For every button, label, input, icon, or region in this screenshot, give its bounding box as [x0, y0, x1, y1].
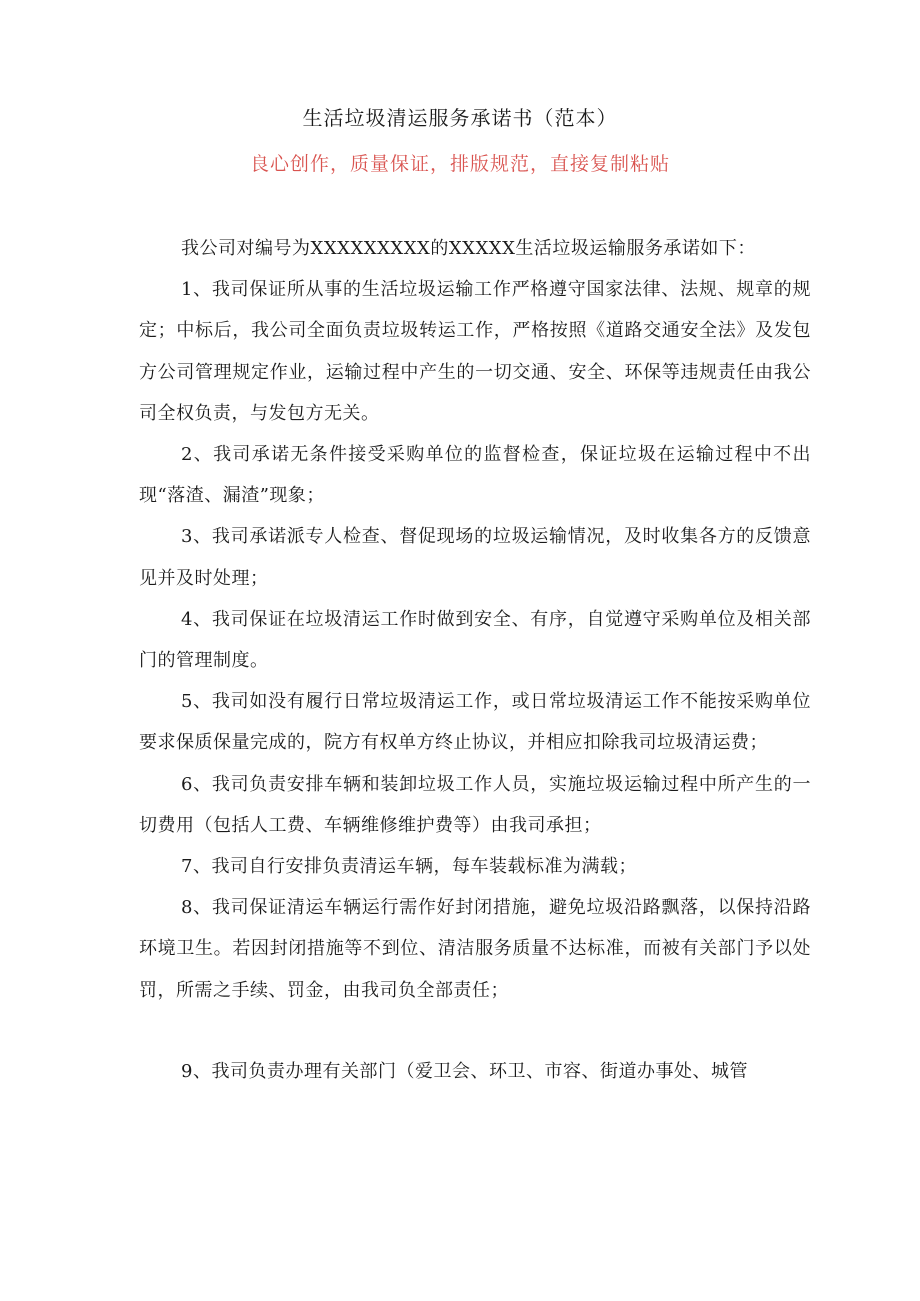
commitment-item-5: 5、我司如没有履行日常垃圾清运工作，或日常垃圾清运工作不能按采购单位要求保质保量完成的，院方有权单方终止协议，并相应扣除我司垃圾清运费； [139, 691, 811, 754]
commitment-item-8: 8、我司保证清运车辆运行需作好封闭措施，避免垃圾沿路飘落，以保持沿路环境卫生。若因封闭措施等不到位、清洁服务质量不达标准，而被有关部门予以处罚，所需之手续、罚金，由我司负全部责任； [139, 897, 811, 1001]
commitment-item-2: 2、我司承诺无条件接受采购单位的监督检查，保证垃圾在运输过程中不出现“落渣、漏渣”现象； [139, 444, 811, 507]
intro-paragraph: 我公司对编号为XXXXXXXXX的XXXXX生活垃圾运输服务承诺如下： [181, 238, 756, 259]
commitment-item-3: 3、我司承诺派专人检查、督促现场的垃圾运输情况，及时收集各方的反馈意见并及时处理； [139, 526, 811, 589]
commitment-item-4: 4、我司保证在垃圾清运工作时做到安全、有序，自觉遵守采购单位及相关部门的管理制度。 [139, 608, 811, 672]
commitment-item-1: 1、我司保证所从事的生活垃圾运输工作严格遵守国家法律、法规、规章的规定；中标后，我公司全面负责垃圾转运工作，严格按照《道路交通安全法》及发包方公司管理规定作业，运输过程中产生的一切交通、安全、环保等违规责任由我公司全权负责，与发包方无关。 [139, 279, 811, 424]
document-title: 生活垃圾清运服务承诺书（范本） [302, 106, 618, 130]
commitment-item-9: 9、我司负责办理有关部门（爱卫会、环卫、市容、街道办事处、城管 [181, 1060, 748, 1082]
document-subtitle: 良心创作，质量保证，排版规范，直接复制粘贴 [249, 153, 670, 175]
commitment-item-6: 6、我司负责安排车辆和装卸垃圾工作人员，实施垃圾运输过程中所产生的一切费用（包括人工费、车辆维修维护费等）由我司承担； [139, 773, 811, 836]
document-body [139, 228, 811, 1092]
commitment-item-7: 7、我司自行安排负责清运车辆，每车装载标准为满载； [181, 856, 637, 878]
